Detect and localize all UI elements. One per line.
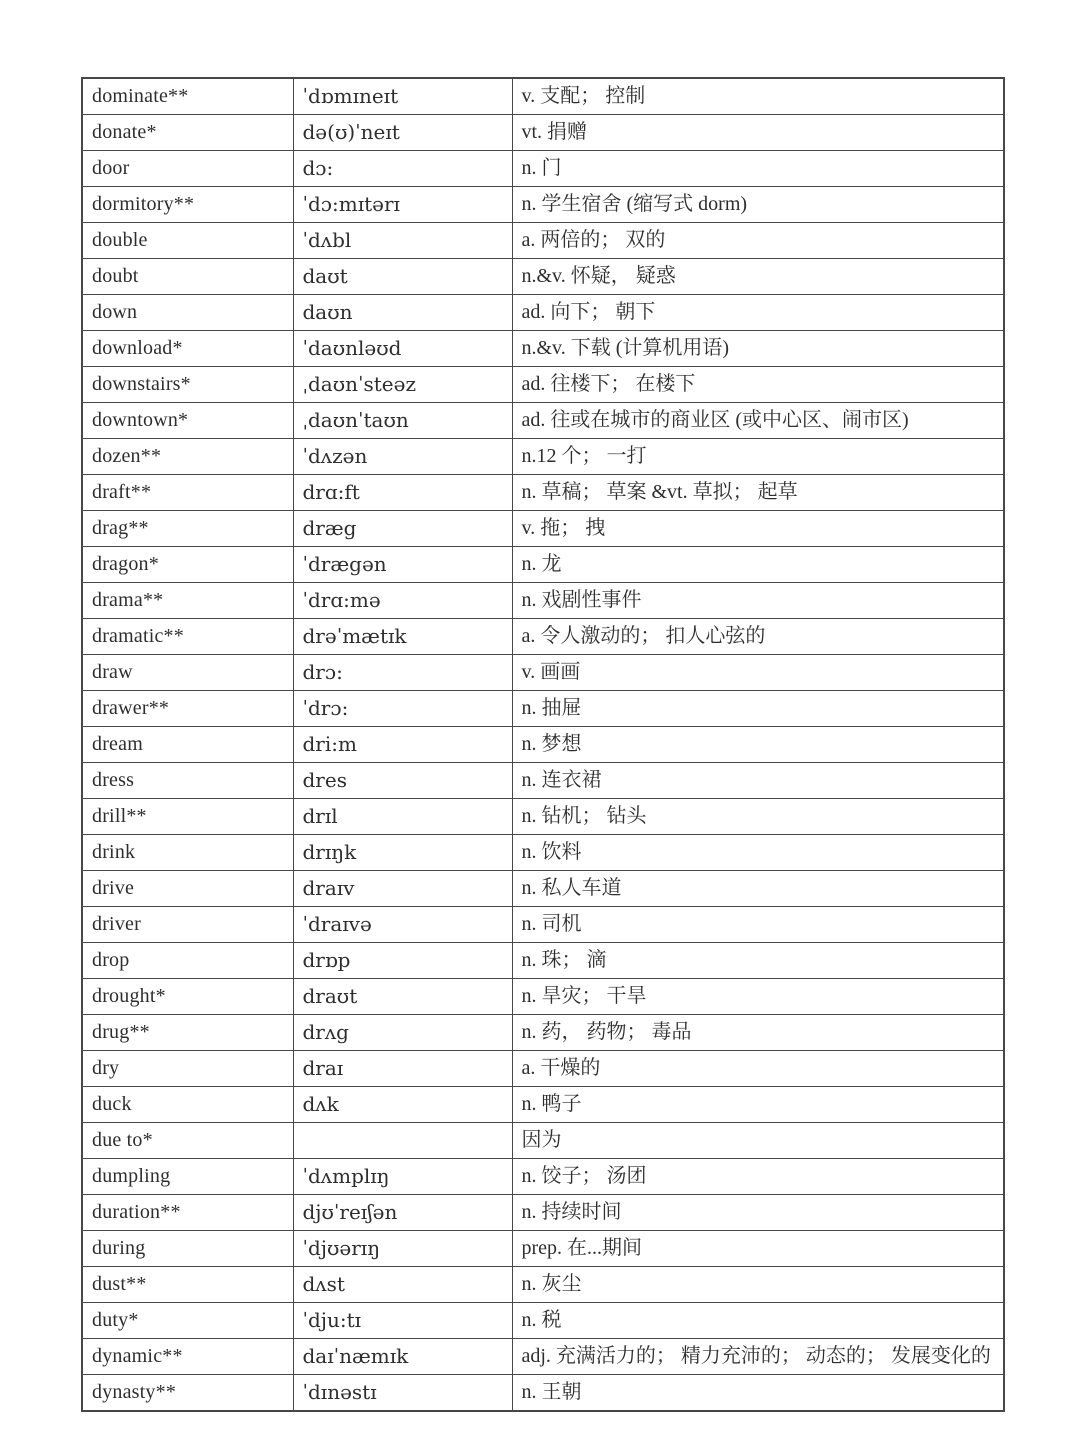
word-cell: duck [82,1087,293,1123]
definition-cell: ad. 向下； 朝下 [512,295,1004,331]
phonetic-cell [293,1123,512,1159]
word-cell: door [82,151,293,187]
definition-cell: ad. 往或在城市的商业区 (或中心区、闹市区) [512,403,1004,439]
table-row [82,367,1004,403]
definition-cell: n. 门 [512,151,1004,187]
definition-cell: n. 学生宿舍 (缩写式 dorm) [512,187,1004,223]
definition-cell: n. 戏剧性事件 [512,583,1004,619]
word-cell: dragon* [82,547,293,583]
definition-cell: a. 令人激动的； 扣人心弦的 [512,619,1004,655]
word-cell: dry [82,1051,293,1087]
word-cell: dynamic** [82,1339,293,1375]
phonetic-cell: drɒp [293,943,512,979]
table-row [82,943,1004,979]
word-cell: duration** [82,1195,293,1231]
phonetic-cell: ˈdɪnəstɪ [293,1375,512,1412]
definition-cell: n. 饮料 [512,835,1004,871]
phonetic-cell: dɔ: [293,151,512,187]
table-row [82,151,1004,187]
definition-cell: n. 税 [512,1303,1004,1339]
definition-cell: adj. 充满活力的； 精力充沛的； 动态的； 发展变化的 [512,1339,1004,1375]
table-row [82,1375,1004,1412]
table-row [82,259,1004,295]
phonetic-cell: ˈdjʊərɪŋ [293,1231,512,1267]
word-cell: downstairs* [82,367,293,403]
table-row [82,907,1004,943]
word-cell: due to* [82,1123,293,1159]
table-row [82,115,1004,151]
definition-cell: n. 钻机； 钻头 [512,799,1004,835]
definition-cell: 因为 [512,1123,1004,1159]
phonetic-cell: ˌdaʊnˈsteəz [293,367,512,403]
table-row [82,1087,1004,1123]
word-cell: doubt [82,259,293,295]
word-cell: dress [82,763,293,799]
table-row [82,763,1004,799]
word-cell: download* [82,331,293,367]
table-row [82,1339,1004,1375]
table-row [82,403,1004,439]
phonetic-cell: dræg [293,511,512,547]
definition-cell: a. 两倍的； 双的 [512,223,1004,259]
word-cell: dust** [82,1267,293,1303]
phonetic-cell: daʊn [293,295,512,331]
phonetic-cell: ˌdaʊnˈtaʊn [293,403,512,439]
phonetic-cell: draɪv [293,871,512,907]
table-row [82,1123,1004,1159]
table-row [82,619,1004,655]
table-row [82,511,1004,547]
word-cell: dream [82,727,293,763]
phonetic-cell: ˈdrɑ:mə [293,583,512,619]
table-row [82,223,1004,259]
word-cell: dramatic** [82,619,293,655]
table-row [82,187,1004,223]
definition-cell: prep. 在...期间 [512,1231,1004,1267]
phonetic-cell: ˈdɒmɪneɪt [293,78,512,115]
table-row [82,1051,1004,1087]
word-cell: dozen** [82,439,293,475]
phonetic-cell: drʌg [293,1015,512,1051]
word-cell: drug** [82,1015,293,1051]
table-row [82,979,1004,1015]
definition-cell: n. 龙 [512,547,1004,583]
word-cell: dominate** [82,78,293,115]
table-row [82,439,1004,475]
word-cell: drive [82,871,293,907]
definition-cell: n. 梦想 [512,727,1004,763]
phonetic-cell: ˈdɔ:mɪtərɪ [293,187,512,223]
phonetic-cell: djʊˈreɪʃən [293,1195,512,1231]
definition-cell: n. 药， 药物； 毒品 [512,1015,1004,1051]
table-row [82,1159,1004,1195]
table-row [82,655,1004,691]
table-row [82,1195,1004,1231]
word-cell: dumpling [82,1159,293,1195]
definition-cell: v. 支配； 控制 [512,78,1004,115]
phonetic-cell: ˈdʌzən [293,439,512,475]
vocabulary-table [81,77,1005,1412]
word-cell: draw [82,655,293,691]
phonetic-cell: ˈdaʊnləʊd [293,331,512,367]
word-cell: down [82,295,293,331]
definition-cell: n. 司机 [512,907,1004,943]
phonetic-cell: ˈdrægən [293,547,512,583]
phonetic-cell: dri:m [293,727,512,763]
table-row [82,78,1004,115]
definition-cell: n. 鸭子 [512,1087,1004,1123]
table-row [82,583,1004,619]
definition-cell: n. 连衣裙 [512,763,1004,799]
table-row [82,1303,1004,1339]
phonetic-cell: drɪŋk [293,835,512,871]
phonetic-cell: ˈdʌmplɪŋ [293,1159,512,1195]
table-row [82,475,1004,511]
word-cell: drawer** [82,691,293,727]
word-cell: donate* [82,115,293,151]
definition-cell: n.&v. 怀疑， 疑惑 [512,259,1004,295]
vocabulary-table-body [82,78,1004,1411]
definition-cell: n. 珠； 滴 [512,943,1004,979]
definition-cell: n.12 个； 一打 [512,439,1004,475]
definition-cell: n. 抽屉 [512,691,1004,727]
definition-cell: n.&v. 下载 (计算机用语) [512,331,1004,367]
word-cell: drop [82,943,293,979]
definition-cell: ad. 往楼下； 在楼下 [512,367,1004,403]
definition-cell: n. 灰尘 [512,1267,1004,1303]
table-row [82,1231,1004,1267]
phonetic-cell: də(ʊ)ˈneɪt [293,115,512,151]
phonetic-cell: ˈdʌbl [293,223,512,259]
word-cell: double [82,223,293,259]
word-cell: drill** [82,799,293,835]
word-cell: during [82,1231,293,1267]
definition-cell: n. 旱灾； 干旱 [512,979,1004,1015]
word-cell: dynasty** [82,1375,293,1412]
definition-cell: a. 干燥的 [512,1051,1004,1087]
table-row [82,835,1004,871]
table-row [82,1015,1004,1051]
phonetic-cell: dres [293,763,512,799]
phonetic-cell: daʊt [293,259,512,295]
definition-cell: v. 拖； 拽 [512,511,1004,547]
word-cell: downtown* [82,403,293,439]
word-cell: dormitory** [82,187,293,223]
definition-cell: n. 王朝 [512,1375,1004,1412]
phonetic-cell: drɪl [293,799,512,835]
word-cell: drink [82,835,293,871]
table-row [82,1267,1004,1303]
table-row [82,871,1004,907]
definition-cell: n. 草稿； 草案 &vt. 草拟； 起草 [512,475,1004,511]
phonetic-cell: ˈdrɔ: [293,691,512,727]
table-row [82,799,1004,835]
table-row [82,691,1004,727]
table-row [82,547,1004,583]
definition-cell: v. 画画 [512,655,1004,691]
phonetic-cell: drɑ:ft [293,475,512,511]
table-row [82,727,1004,763]
phonetic-cell: ˈdju:tɪ [293,1303,512,1339]
phonetic-cell: draɪ [293,1051,512,1087]
word-cell: drama** [82,583,293,619]
definition-cell: vt. 捐赠 [512,115,1004,151]
phonetic-cell: dʌst [293,1267,512,1303]
definition-cell: n. 私人车道 [512,871,1004,907]
word-cell: duty* [82,1303,293,1339]
word-cell: drag** [82,511,293,547]
phonetic-cell: drɔ: [293,655,512,691]
word-cell: draft** [82,475,293,511]
definition-cell: n. 饺子； 汤团 [512,1159,1004,1195]
table-row [82,295,1004,331]
phonetic-cell: drəˈmætɪk [293,619,512,655]
phonetic-cell: daɪˈnæmɪk [293,1339,512,1375]
table-row [82,331,1004,367]
phonetic-cell: dʌk [293,1087,512,1123]
word-cell: driver [82,907,293,943]
phonetic-cell: ˈdraɪvə [293,907,512,943]
word-cell: drought* [82,979,293,1015]
phonetic-cell: draʊt [293,979,512,1015]
definition-cell: n. 持续时间 [512,1195,1004,1231]
